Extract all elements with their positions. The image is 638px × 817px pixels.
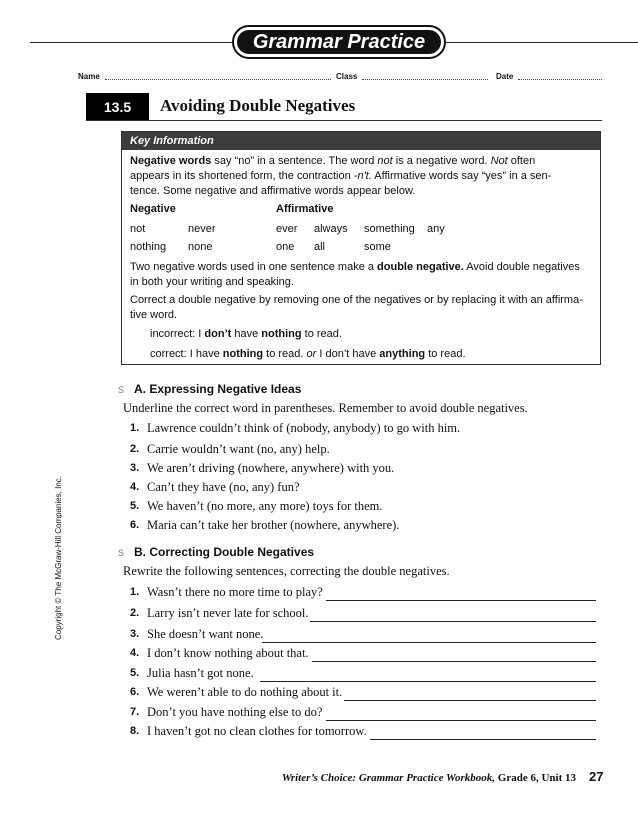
word-cell: one bbox=[276, 241, 295, 253]
double-negative-line-1: Two negative words used in one sentence make a double negative. Avoid double negatives bbox=[130, 261, 580, 273]
key-intro-line-3: tence. Some negative and affirmative words appear below. bbox=[130, 185, 416, 197]
word-cell: never bbox=[188, 223, 216, 235]
word-cell: any bbox=[427, 223, 445, 235]
correct-example: correct: I have nothing to read. or I don’t have anything to read. bbox=[150, 348, 466, 360]
incorrect-example: incorrect: I don’t have nothing to read. bbox=[150, 328, 342, 340]
section-a-title: A. Expressing Negative Ideas bbox=[134, 382, 302, 396]
name-class-date-line bbox=[78, 70, 603, 84]
answer-line[interactable] bbox=[326, 600, 596, 601]
section-a-marker: S bbox=[118, 385, 125, 395]
section-a-instructions: Underline the correct word in parentheses. Remember to avoid double negatives. bbox=[123, 401, 528, 415]
answer-line[interactable] bbox=[312, 661, 596, 662]
word-cell: nothing bbox=[130, 241, 167, 253]
answer-line[interactable] bbox=[344, 700, 596, 701]
word-cell: all bbox=[314, 241, 326, 253]
double-negative-line-2: in both your writing and speaking. bbox=[130, 276, 294, 288]
affirmative-header: Affirmative bbox=[276, 203, 334, 215]
date-label: Date bbox=[496, 72, 514, 81]
name-label: Name bbox=[78, 72, 100, 81]
footer-credit: Writer’s Choice: Grammar Practice Workbook, Grade 6, Unit 13 bbox=[281, 772, 576, 784]
key-intro-line-1: Negative words say “no” in a sentence. The word not is a negative word. Not often bbox=[130, 155, 536, 167]
class-field[interactable] bbox=[362, 79, 488, 80]
word-cell: not bbox=[130, 223, 146, 235]
negative-header: Negative bbox=[130, 203, 176, 215]
section-b-marker: S bbox=[118, 548, 125, 558]
correct-rule-line-1: Correct a double negative by removing one of the negatives or by replacing it with an affirma- bbox=[130, 294, 583, 306]
answer-line[interactable] bbox=[326, 720, 596, 721]
section-b-instructions: Rewrite the following sentences, correcting the double negatives. bbox=[123, 564, 450, 578]
word-cell: ever bbox=[276, 223, 298, 235]
copyright-notice: Copyright © The McGraw-Hill Companies, Inc. bbox=[54, 475, 63, 640]
banner bbox=[232, 25, 446, 59]
answer-line[interactable] bbox=[310, 621, 596, 622]
word-cell: some bbox=[364, 241, 391, 253]
lesson-number: 13.5 bbox=[86, 93, 149, 121]
lesson-title: Avoiding Double Negatives bbox=[160, 96, 356, 115]
answer-line[interactable] bbox=[262, 642, 596, 643]
word-cell: always bbox=[314, 223, 348, 235]
word-cell: none bbox=[188, 241, 213, 253]
page-number: 27 bbox=[589, 769, 604, 784]
word-cell: something bbox=[364, 223, 415, 235]
section-b-title: B. Correcting Double Negatives bbox=[134, 545, 315, 559]
lesson-rule bbox=[86, 120, 602, 121]
correct-rule-line-2: tive word. bbox=[130, 309, 178, 321]
class-label: Class bbox=[336, 72, 358, 81]
key-intro-line-2: appears in its shortened form, the contraction -n't. Affirmative words say “yes” in a sen- bbox=[130, 170, 552, 182]
name-field[interactable] bbox=[105, 79, 331, 80]
key-information-box bbox=[121, 131, 601, 365]
date-field[interactable] bbox=[518, 79, 602, 80]
answer-line[interactable] bbox=[370, 739, 596, 740]
banner-title: Grammar Practice bbox=[237, 30, 441, 54]
key-information-header: Key Information bbox=[122, 132, 600, 150]
answer-line[interactable] bbox=[260, 681, 596, 682]
